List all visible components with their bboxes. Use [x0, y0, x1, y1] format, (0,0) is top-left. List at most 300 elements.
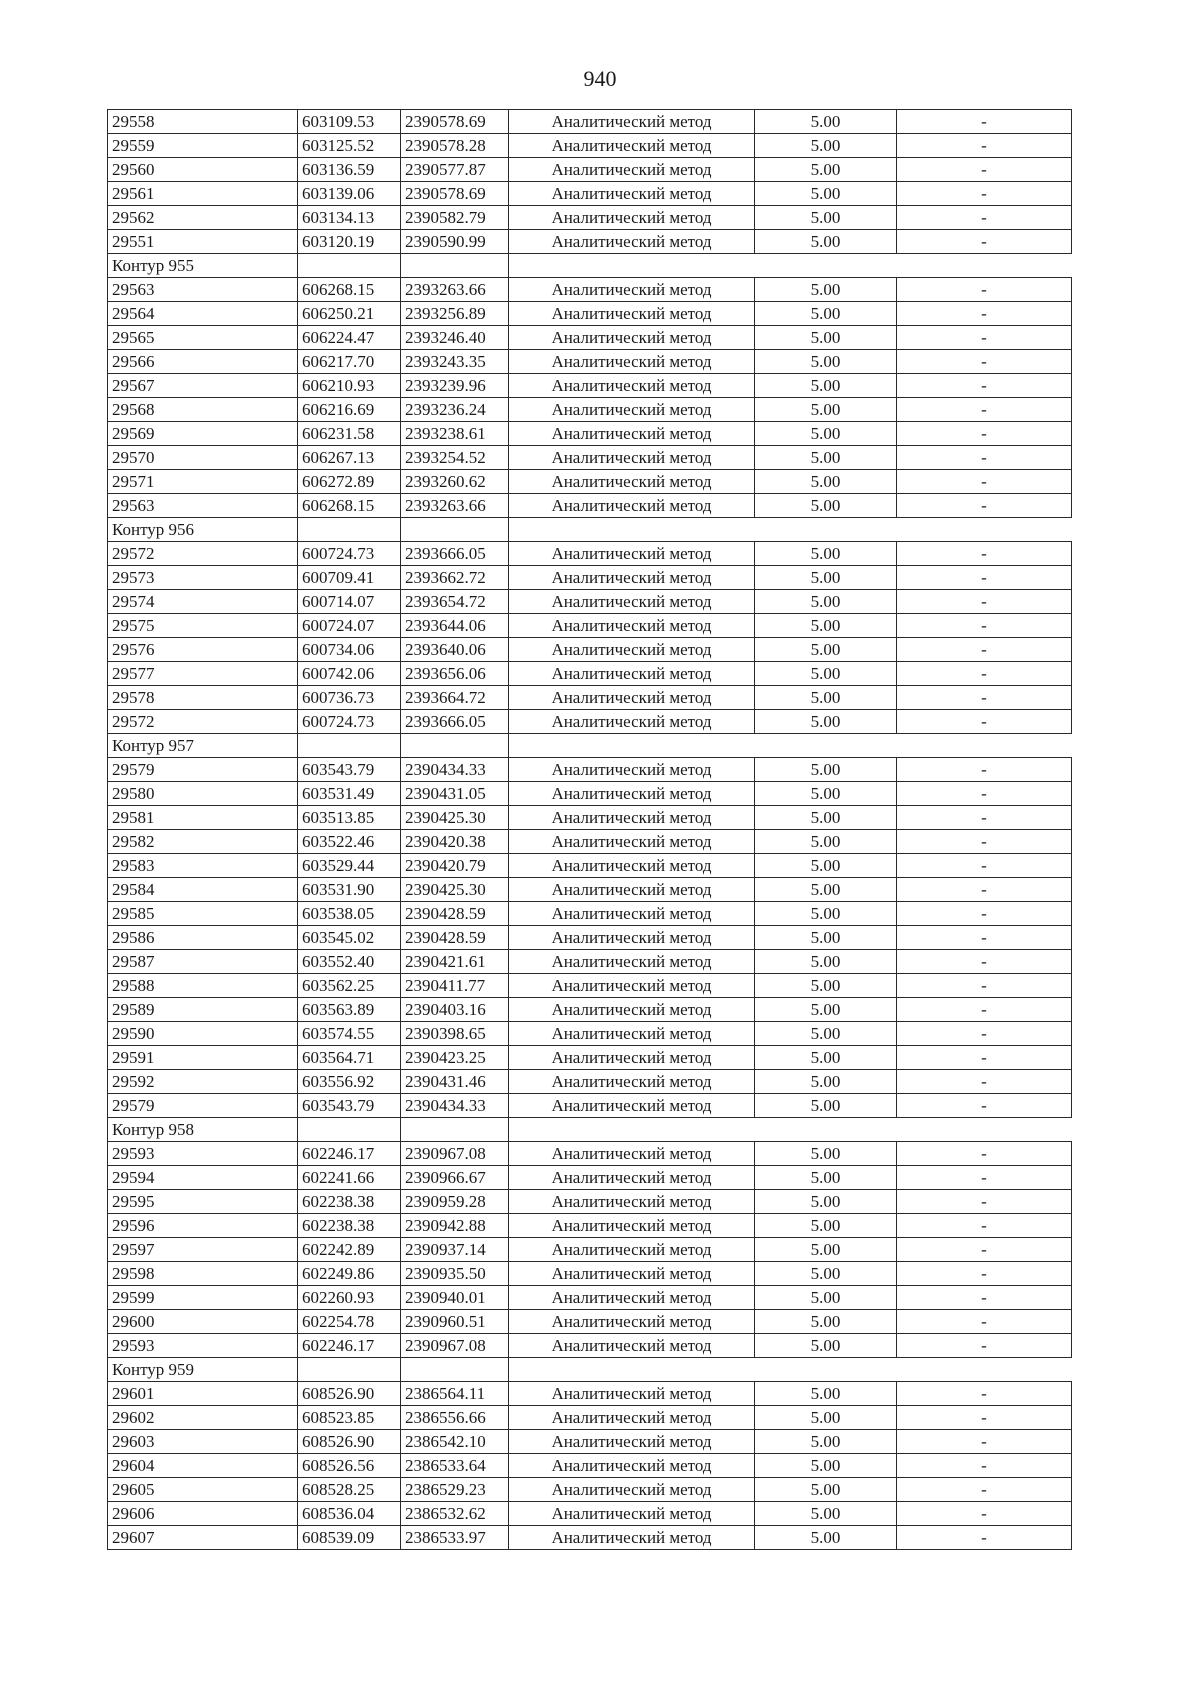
point-id-cell: 29596 [108, 1214, 298, 1238]
method-cell: Аналитический метод [509, 1166, 755, 1190]
x-coordinate-cell: 602238.38 [298, 1190, 401, 1214]
y-coordinate-cell: 2393666.05 [401, 542, 509, 566]
point-id-cell: 29586 [108, 926, 298, 950]
point-id-cell: 29572 [108, 542, 298, 566]
point-id-cell: 29580 [108, 782, 298, 806]
method-cell: Аналитический метод [509, 638, 755, 662]
empty-cell [755, 254, 897, 278]
x-coordinate-cell: 603562.25 [298, 974, 401, 998]
error-cell: 5.00 [755, 1286, 897, 1310]
method-cell: Аналитический метод [509, 206, 755, 230]
error-cell: 5.00 [755, 998, 897, 1022]
error-cell: 5.00 [755, 806, 897, 830]
empty-cell [897, 1358, 1072, 1382]
x-coordinate-cell: 602246.17 [298, 1334, 401, 1358]
error-cell: 5.00 [755, 1382, 897, 1406]
y-coordinate-cell: 2393644.06 [401, 614, 509, 638]
error-cell: 5.00 [755, 1310, 897, 1334]
empty-cell [298, 734, 401, 758]
error-cell: 5.00 [755, 614, 897, 638]
error-cell: 5.00 [755, 1502, 897, 1526]
note-cell: - [897, 830, 1072, 854]
method-cell: Аналитический метод [509, 854, 755, 878]
method-cell: Аналитический метод [509, 1310, 755, 1334]
point-id-cell: 29563 [108, 278, 298, 302]
y-coordinate-cell: 2390398.65 [401, 1022, 509, 1046]
method-cell: Аналитический метод [509, 446, 755, 470]
y-coordinate-cell: 2390942.88 [401, 1214, 509, 1238]
y-coordinate-cell: 2390423.25 [401, 1046, 509, 1070]
table-row [108, 566, 1072, 590]
point-id-cell: 29589 [108, 998, 298, 1022]
x-coordinate-cell: 608539.09 [298, 1526, 401, 1550]
note-cell: - [897, 542, 1072, 566]
y-coordinate-cell: 2390425.30 [401, 806, 509, 830]
x-coordinate-cell: 600742.06 [298, 662, 401, 686]
y-coordinate-cell: 2390420.38 [401, 830, 509, 854]
point-id-cell: 29600 [108, 1310, 298, 1334]
empty-cell [509, 734, 755, 758]
method-cell: Аналитический метод [509, 1286, 755, 1310]
error-cell: 5.00 [755, 782, 897, 806]
method-cell: Аналитический метод [509, 398, 755, 422]
x-coordinate-cell: 600714.07 [298, 590, 401, 614]
x-coordinate-cell: 603136.59 [298, 158, 401, 182]
point-id-cell: 29575 [108, 614, 298, 638]
note-cell: - [897, 1214, 1072, 1238]
error-cell: 5.00 [755, 1238, 897, 1262]
error-cell: 5.00 [755, 542, 897, 566]
point-id-cell: 29560 [108, 158, 298, 182]
method-cell: Аналитический метод [509, 158, 755, 182]
note-cell: - [897, 494, 1072, 518]
x-coordinate-cell: 603531.49 [298, 782, 401, 806]
error-cell: 5.00 [755, 1430, 897, 1454]
error-cell: 5.00 [755, 158, 897, 182]
x-coordinate-cell: 603513.85 [298, 806, 401, 830]
note-cell: - [897, 662, 1072, 686]
note-cell: - [897, 446, 1072, 470]
x-coordinate-cell: 608523.85 [298, 1406, 401, 1430]
x-coordinate-cell: 606210.93 [298, 374, 401, 398]
point-id-cell: 29588 [108, 974, 298, 998]
note-cell: - [897, 158, 1072, 182]
empty-cell [298, 254, 401, 278]
table-row [108, 278, 1072, 302]
method-cell: Аналитический метод [509, 302, 755, 326]
point-id-cell: 29559 [108, 134, 298, 158]
table-row [108, 974, 1072, 998]
y-coordinate-cell: 2390425.30 [401, 878, 509, 902]
method-cell: Аналитический метод [509, 902, 755, 926]
empty-cell [509, 1118, 755, 1142]
note-cell: - [897, 566, 1072, 590]
table-row [108, 326, 1072, 350]
method-cell: Аналитический метод [509, 1070, 755, 1094]
x-coordinate-cell: 603563.89 [298, 998, 401, 1022]
method-cell: Аналитический метод [509, 878, 755, 902]
note-cell: - [897, 1382, 1072, 1406]
point-id-cell: 29593 [108, 1334, 298, 1358]
table-row [108, 1070, 1072, 1094]
method-cell: Аналитический метод [509, 350, 755, 374]
y-coordinate-cell: 2390959.28 [401, 1190, 509, 1214]
y-coordinate-cell: 2386533.97 [401, 1526, 509, 1550]
y-coordinate-cell: 2393664.72 [401, 686, 509, 710]
method-cell: Аналитический метод [509, 278, 755, 302]
table-row [108, 1454, 1072, 1478]
table-row [108, 206, 1072, 230]
error-cell: 5.00 [755, 662, 897, 686]
method-cell: Аналитический метод [509, 782, 755, 806]
y-coordinate-cell: 2386529.23 [401, 1478, 509, 1502]
y-coordinate-cell: 2393656.06 [401, 662, 509, 686]
error-cell: 5.00 [755, 350, 897, 374]
error-cell: 5.00 [755, 278, 897, 302]
x-coordinate-cell: 603538.05 [298, 902, 401, 926]
point-id-cell: 29585 [108, 902, 298, 926]
error-cell: 5.00 [755, 686, 897, 710]
point-id-cell: 29567 [108, 374, 298, 398]
point-id-cell: 29568 [108, 398, 298, 422]
x-coordinate-cell: 608526.56 [298, 1454, 401, 1478]
method-cell: Аналитический метод [509, 998, 755, 1022]
note-cell: - [897, 950, 1072, 974]
point-id-cell: 29587 [108, 950, 298, 974]
point-id-cell: 29591 [108, 1046, 298, 1070]
x-coordinate-cell: 602254.78 [298, 1310, 401, 1334]
y-coordinate-cell: 2390411.77 [401, 974, 509, 998]
empty-cell [401, 1358, 509, 1382]
method-cell: Аналитический метод [509, 470, 755, 494]
table-row [108, 854, 1072, 878]
error-cell: 5.00 [755, 422, 897, 446]
table-row [108, 542, 1072, 566]
point-id-cell: 29573 [108, 566, 298, 590]
y-coordinate-cell: 2390431.46 [401, 1070, 509, 1094]
point-id-cell: 29606 [108, 1502, 298, 1526]
table-row [108, 1286, 1072, 1310]
note-cell: - [897, 1526, 1072, 1550]
error-cell: 5.00 [755, 494, 897, 518]
y-coordinate-cell: 2390428.59 [401, 902, 509, 926]
error-cell: 5.00 [755, 302, 897, 326]
point-id-cell: 29574 [108, 590, 298, 614]
note-cell: - [897, 1502, 1072, 1526]
point-id-cell: 29562 [108, 206, 298, 230]
empty-cell [401, 254, 509, 278]
point-id-cell: 29607 [108, 1526, 298, 1550]
contour-label: Контур 959 [108, 1358, 298, 1382]
x-coordinate-cell: 600724.07 [298, 614, 401, 638]
method-cell: Аналитический метод [509, 1046, 755, 1070]
method-cell: Аналитический метод [509, 1502, 755, 1526]
method-cell: Аналитический метод [509, 230, 755, 254]
note-cell: - [897, 686, 1072, 710]
note-cell: - [897, 1310, 1072, 1334]
error-cell: 5.00 [755, 398, 897, 422]
x-coordinate-cell: 603556.92 [298, 1070, 401, 1094]
point-id-cell: 29569 [108, 422, 298, 446]
y-coordinate-cell: 2393256.89 [401, 302, 509, 326]
note-cell: - [897, 1070, 1072, 1094]
empty-cell [401, 1118, 509, 1142]
method-cell: Аналитический метод [509, 758, 755, 782]
x-coordinate-cell: 602238.38 [298, 1214, 401, 1238]
note-cell: - [897, 638, 1072, 662]
y-coordinate-cell: 2393239.96 [401, 374, 509, 398]
point-id-cell: 29582 [108, 830, 298, 854]
y-coordinate-cell: 2393654.72 [401, 590, 509, 614]
table-row [108, 350, 1072, 374]
table-row [108, 878, 1072, 902]
method-cell: Аналитический метод [509, 566, 755, 590]
method-cell: Аналитический метод [509, 950, 755, 974]
method-cell: Аналитический метод [509, 662, 755, 686]
x-coordinate-cell: 603543.79 [298, 758, 401, 782]
error-cell: 5.00 [755, 1094, 897, 1118]
method-cell: Аналитический метод [509, 1526, 755, 1550]
y-coordinate-cell: 2390582.79 [401, 206, 509, 230]
coordinates-table-body [108, 110, 1072, 1550]
empty-cell [509, 254, 755, 278]
error-cell: 5.00 [755, 1454, 897, 1478]
y-coordinate-cell: 2390590.99 [401, 230, 509, 254]
empty-cell [298, 1118, 401, 1142]
error-cell: 5.00 [755, 374, 897, 398]
point-id-cell: 29598 [108, 1262, 298, 1286]
method-cell: Аналитический метод [509, 542, 755, 566]
empty-cell [755, 734, 897, 758]
method-cell: Аналитический метод [509, 1142, 755, 1166]
point-id-cell: 29579 [108, 1094, 298, 1118]
contour-label: Контур 955 [108, 254, 298, 278]
error-cell: 5.00 [755, 638, 897, 662]
y-coordinate-cell: 2386532.62 [401, 1502, 509, 1526]
method-cell: Аналитический метод [509, 1094, 755, 1118]
x-coordinate-cell: 603109.53 [298, 110, 401, 134]
point-id-cell: 29566 [108, 350, 298, 374]
x-coordinate-cell: 603543.79 [298, 1094, 401, 1118]
contour-header-row [108, 518, 1072, 542]
table-row [108, 302, 1072, 326]
x-coordinate-cell: 606231.58 [298, 422, 401, 446]
x-coordinate-cell: 606224.47 [298, 326, 401, 350]
error-cell: 5.00 [755, 1142, 897, 1166]
error-cell: 5.00 [755, 1070, 897, 1094]
x-coordinate-cell: 608526.90 [298, 1430, 401, 1454]
error-cell: 5.00 [755, 230, 897, 254]
table-row [108, 1334, 1072, 1358]
error-cell: 5.00 [755, 1190, 897, 1214]
method-cell: Аналитический метод [509, 806, 755, 830]
error-cell: 5.00 [755, 1526, 897, 1550]
y-coordinate-cell: 2390967.08 [401, 1334, 509, 1358]
note-cell: - [897, 998, 1072, 1022]
error-cell: 5.00 [755, 1406, 897, 1430]
note-cell: - [897, 614, 1072, 638]
table-row [108, 1214, 1072, 1238]
error-cell: 5.00 [755, 470, 897, 494]
method-cell: Аналитический метод [509, 974, 755, 998]
point-id-cell: 29564 [108, 302, 298, 326]
method-cell: Аналитический метод [509, 1334, 755, 1358]
table-row [108, 470, 1072, 494]
error-cell: 5.00 [755, 1046, 897, 1070]
note-cell: - [897, 1406, 1072, 1430]
error-cell: 5.00 [755, 206, 897, 230]
point-id-cell: 29604 [108, 1454, 298, 1478]
error-cell: 5.00 [755, 1334, 897, 1358]
error-cell: 5.00 [755, 134, 897, 158]
contour-header-row [108, 254, 1072, 278]
point-id-cell: 29551 [108, 230, 298, 254]
x-coordinate-cell: 606268.15 [298, 278, 401, 302]
contour-header-row [108, 734, 1072, 758]
y-coordinate-cell: 2390937.14 [401, 1238, 509, 1262]
table-row [108, 1190, 1072, 1214]
table-row [108, 1430, 1072, 1454]
table-row [108, 782, 1072, 806]
y-coordinate-cell: 2390434.33 [401, 758, 509, 782]
note-cell: - [897, 1094, 1072, 1118]
note-cell: - [897, 1238, 1072, 1262]
point-id-cell: 29590 [108, 1022, 298, 1046]
method-cell: Аналитический метод [509, 830, 755, 854]
error-cell: 5.00 [755, 854, 897, 878]
note-cell: - [897, 1286, 1072, 1310]
point-id-cell: 29593 [108, 1142, 298, 1166]
point-id-cell: 29599 [108, 1286, 298, 1310]
note-cell: - [897, 1454, 1072, 1478]
error-cell: 5.00 [755, 974, 897, 998]
method-cell: Аналитический метод [509, 1406, 755, 1430]
table-row [108, 950, 1072, 974]
y-coordinate-cell: 2390578.69 [401, 182, 509, 206]
contour-label: Контур 958 [108, 1118, 298, 1142]
contour-label: Контур 956 [108, 518, 298, 542]
y-coordinate-cell: 2390966.67 [401, 1166, 509, 1190]
table-row [108, 638, 1072, 662]
table-row [108, 758, 1072, 782]
x-coordinate-cell: 606268.15 [298, 494, 401, 518]
empty-cell [755, 1118, 897, 1142]
table-row [108, 926, 1072, 950]
y-coordinate-cell: 2393236.24 [401, 398, 509, 422]
y-coordinate-cell: 2390578.28 [401, 134, 509, 158]
note-cell: - [897, 1430, 1072, 1454]
empty-cell [298, 518, 401, 542]
note-cell: - [897, 470, 1072, 494]
error-cell: 5.00 [755, 1166, 897, 1190]
table-row [108, 590, 1072, 614]
y-coordinate-cell: 2390577.87 [401, 158, 509, 182]
table-row [108, 422, 1072, 446]
empty-cell [401, 734, 509, 758]
table-row [108, 686, 1072, 710]
x-coordinate-cell: 608536.04 [298, 1502, 401, 1526]
error-cell: 5.00 [755, 1214, 897, 1238]
y-coordinate-cell: 2393246.40 [401, 326, 509, 350]
x-coordinate-cell: 600709.41 [298, 566, 401, 590]
note-cell: - [897, 1046, 1072, 1070]
method-cell: Аналитический метод [509, 494, 755, 518]
empty-cell [897, 518, 1072, 542]
method-cell: Аналитический метод [509, 1262, 755, 1286]
x-coordinate-cell: 603564.71 [298, 1046, 401, 1070]
note-cell: - [897, 350, 1072, 374]
x-coordinate-cell: 603531.90 [298, 878, 401, 902]
method-cell: Аналитический метод [509, 1382, 755, 1406]
x-coordinate-cell: 603134.13 [298, 206, 401, 230]
error-cell: 5.00 [755, 926, 897, 950]
point-id-cell: 29595 [108, 1190, 298, 1214]
y-coordinate-cell: 2386556.66 [401, 1406, 509, 1430]
x-coordinate-cell: 600724.73 [298, 542, 401, 566]
method-cell: Аналитический метод [509, 374, 755, 398]
note-cell: - [897, 422, 1072, 446]
table-row [108, 374, 1072, 398]
x-coordinate-cell: 606272.89 [298, 470, 401, 494]
point-id-cell: 29579 [108, 758, 298, 782]
point-id-cell: 29605 [108, 1478, 298, 1502]
table-row [108, 1526, 1072, 1550]
empty-cell [401, 518, 509, 542]
table-row [108, 1382, 1072, 1406]
point-id-cell: 29601 [108, 1382, 298, 1406]
note-cell: - [897, 1022, 1072, 1046]
table-row [108, 1094, 1072, 1118]
error-cell: 5.00 [755, 1022, 897, 1046]
error-cell: 5.00 [755, 110, 897, 134]
method-cell: Аналитический метод [509, 1190, 755, 1214]
empty-cell [509, 1358, 755, 1382]
point-id-cell: 29584 [108, 878, 298, 902]
note-cell: - [897, 926, 1072, 950]
table-row [108, 182, 1072, 206]
point-id-cell: 29581 [108, 806, 298, 830]
note-cell: - [897, 110, 1072, 134]
error-cell: 5.00 [755, 1478, 897, 1502]
y-coordinate-cell: 2390940.01 [401, 1286, 509, 1310]
contour-label: Контур 957 [108, 734, 298, 758]
y-coordinate-cell: 2390578.69 [401, 110, 509, 134]
note-cell: - [897, 1262, 1072, 1286]
note-cell: - [897, 134, 1072, 158]
table-row [108, 1142, 1072, 1166]
table-row [108, 446, 1072, 470]
y-coordinate-cell: 2386533.64 [401, 1454, 509, 1478]
empty-cell [298, 1358, 401, 1382]
empty-cell [755, 518, 897, 542]
x-coordinate-cell: 603552.40 [298, 950, 401, 974]
point-id-cell: 29563 [108, 494, 298, 518]
note-cell: - [897, 590, 1072, 614]
table-row [108, 1022, 1072, 1046]
point-id-cell: 29602 [108, 1406, 298, 1430]
point-id-cell: 29558 [108, 110, 298, 134]
note-cell: - [897, 182, 1072, 206]
table-row [108, 1166, 1072, 1190]
table-row [108, 158, 1072, 182]
y-coordinate-cell: 2386542.10 [401, 1430, 509, 1454]
note-cell: - [897, 710, 1072, 734]
page-number: 940 [583, 66, 617, 91]
note-cell: - [897, 206, 1072, 230]
method-cell: Аналитический метод [509, 1022, 755, 1046]
point-id-cell: 29561 [108, 182, 298, 206]
note-cell: - [897, 902, 1072, 926]
